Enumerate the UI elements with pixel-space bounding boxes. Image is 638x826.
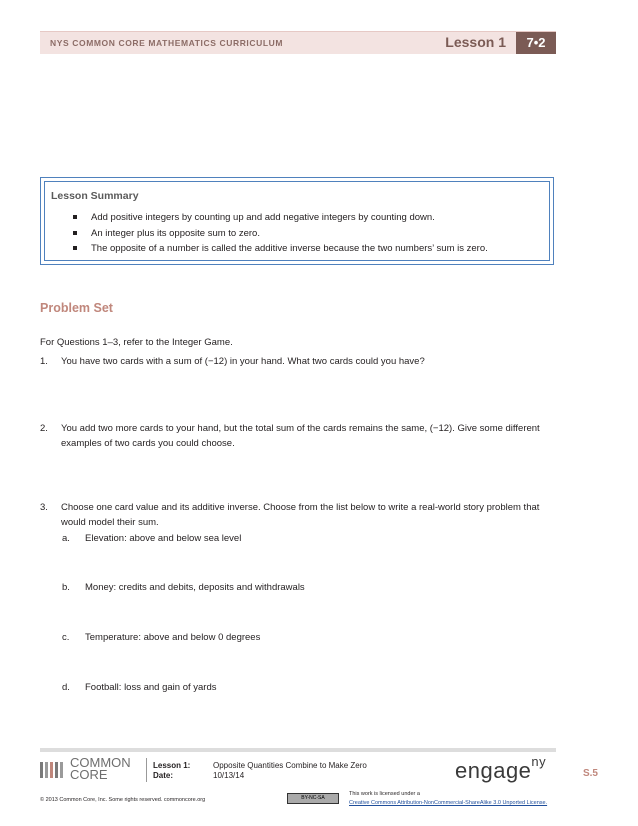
part-b-text: Money: credits and debits, deposits and withdrawals [85, 582, 305, 593]
part-a-text: Elevation: above and below sea level [85, 533, 242, 544]
summary-item: The opposite of a number is called the additive inverse because the two numbers’ sum is zero. [71, 241, 488, 257]
summary-title: Lesson Summary [51, 190, 139, 202]
footer-rule [40, 748, 556, 752]
part-c-letter: c. [62, 632, 70, 643]
question-3-line-1: Choose one card value and its additive inverse. Choose from the list below to write a real-world story problem that [61, 502, 540, 513]
common-core-wordmark: COMMON CORE [70, 755, 131, 782]
footer-date-label: Date: [153, 771, 174, 780]
question-2-line-2: examples of two cards you could choose. [61, 438, 235, 449]
question-3-line-2: would model their sum. [61, 517, 159, 528]
lesson-number: Lesson 1 [445, 34, 506, 50]
lesson-summary-box [40, 177, 554, 265]
question-2-line-1: You add two more cards to your hand, but the total sum of the cards remains the same, (−12). Give some different [61, 423, 540, 434]
license-link[interactable]: Creative Commons Attribution-NonCommercial-ShareAlike 3.0 Unported License. [349, 800, 548, 806]
part-d-text: Football: loss and gain of yards [85, 682, 217, 693]
license-text: This work is licensed under a [349, 791, 420, 797]
summary-item: An integer plus its opposite sum to zero. [71, 226, 488, 242]
part-c-text: Temperature: above and below 0 degrees [85, 632, 261, 643]
curriculum-title: NYS COMMON CORE MATHEMATICS CURRICULUM [50, 38, 284, 48]
part-b-letter: b. [62, 582, 70, 593]
bullet-icon [73, 215, 77, 219]
problem-set-intro: For Questions 1–3, refer to the Integer Game. [40, 337, 233, 348]
question-2-number: 2. [40, 423, 48, 434]
summary-list [71, 210, 488, 257]
problem-set-title: Problem Set [40, 301, 113, 315]
part-d-letter: d. [62, 682, 70, 693]
common-core-logo-icon [40, 760, 66, 780]
page-number: S.5 [582, 768, 598, 779]
footer-lesson-label: Lesson 1: [153, 761, 191, 770]
engageny-logo: engage$^{ny}$ [455, 754, 547, 783]
question-1-text: You have two cards with a sum of (−12) in your hand. What two cards could you have? [61, 356, 425, 367]
footer-divider [146, 758, 147, 782]
cc-license-badge: BY-NC-SA [287, 793, 339, 804]
page-header [40, 31, 556, 54]
summary-item: Add positive integers by counting up and add negative integers by counting down. [71, 210, 488, 226]
grade-module-badge: 7•2 [516, 32, 556, 54]
copyright-notice: © 2013 Common Core, Inc. Some rights reserved. commoncore.org [40, 797, 206, 803]
footer-lesson-title: Opposite Quantities Combine to Make Zero [213, 761, 367, 770]
question-1-number: 1. [40, 356, 48, 367]
footer-date-value: 10/13/14 [213, 771, 245, 780]
question-3-number: 3. [40, 502, 48, 513]
bullet-icon [73, 231, 77, 235]
bullet-icon [73, 246, 77, 250]
part-a-letter: a. [62, 533, 70, 544]
